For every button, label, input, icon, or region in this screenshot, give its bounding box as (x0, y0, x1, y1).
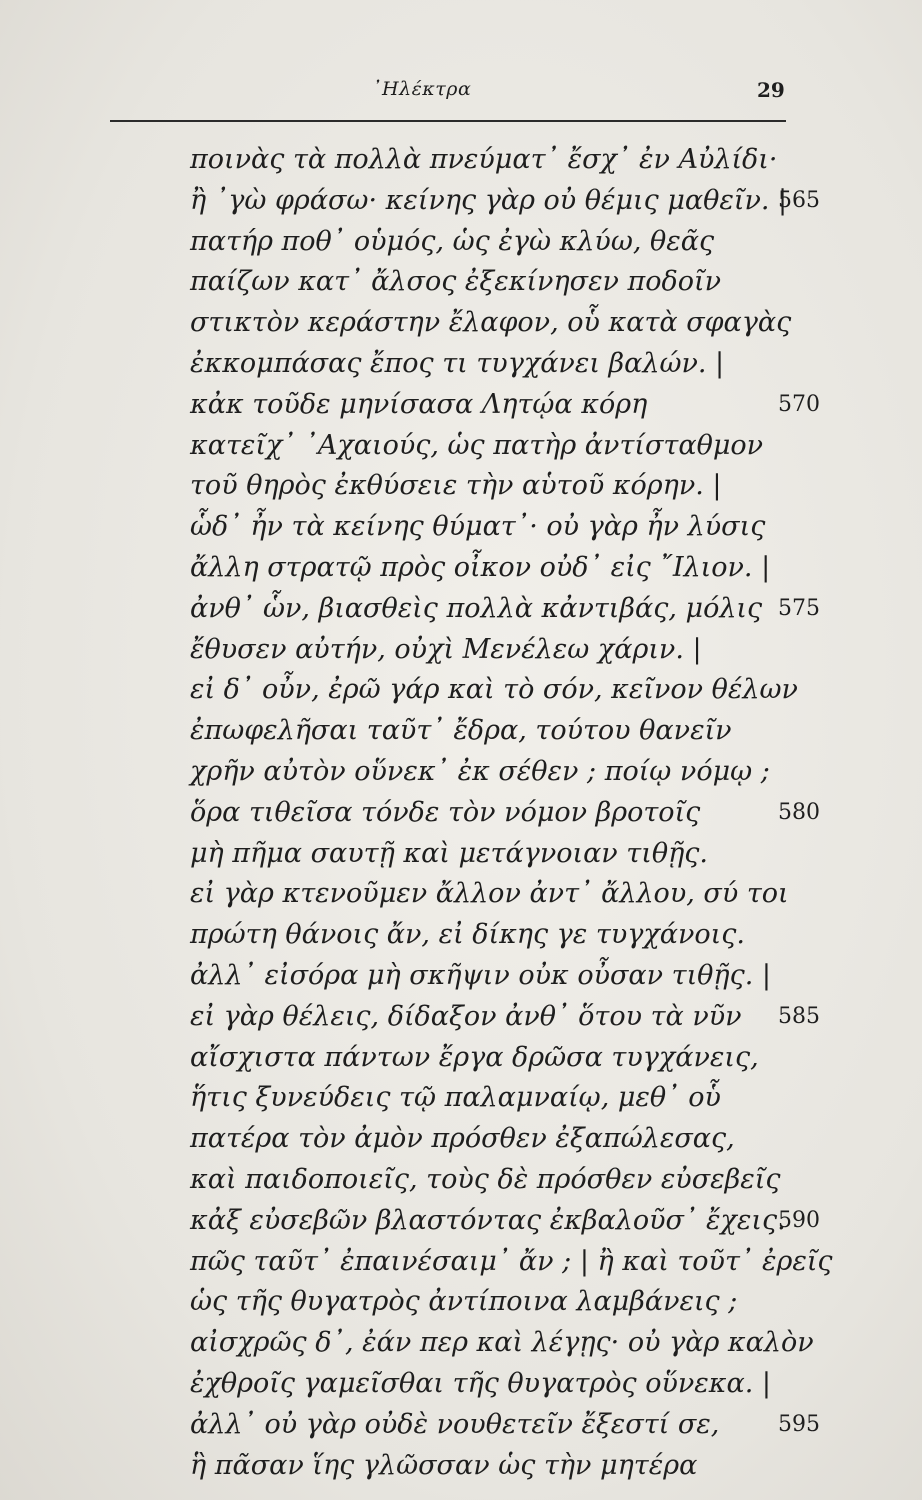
verse-line: ἐχθροῖς γαμεῖσθαι τῆς θυγατρὸς οὕνεκα. | (190, 1368, 772, 1399)
line-number (750, 874, 820, 914)
verse-line: ἀλλ᾽ οὐ γὰρ οὐδὲ νουθετεῖν ἔξεστί σε, (190, 1408, 720, 1440)
verse-line: ἄλλη στρατῷ πρὸς οἶκον οὐδ᾽ εἰς ῎Ιλιον. | (190, 552, 771, 583)
verse-line: μὴ πῆμα σαυτῇ καὶ μετάγνοιαν τιθῇς. (190, 837, 708, 869)
line-number (750, 262, 820, 302)
verse-line: ἐπωφελῆσαι ταῦτ᾽ ἔδρα, τούτου θανεῖν (190, 715, 732, 747)
line-number (750, 752, 820, 792)
verse-line: χρῆν αὐτὸν οὕνεκ᾽ ἐκ σέθεν ; ποίῳ νόμῳ ; (190, 756, 770, 787)
line-number: 580 (778, 799, 820, 825)
line-number (750, 140, 820, 180)
running-title: ᾽Ηλέκτρα (372, 78, 472, 100)
line-number: 595 (778, 1411, 820, 1437)
line-number (750, 1323, 820, 1363)
line-number (750, 1038, 820, 1078)
header-rule (110, 120, 786, 122)
verse-line: καὶ παιδοποιεῖς, τοὺς δὲ πρόσθεν εὐσεβεῖς (190, 1164, 781, 1195)
line-number (750, 1364, 820, 1404)
verse-line: πατήρ ποθ᾽ οὑμός, ὡς ἐγὼ κλύω, θεᾶς (190, 225, 715, 257)
line-number (750, 222, 820, 262)
line-number (750, 630, 820, 670)
verse-line: πρώτη θάνοις ἄν, εἰ δίκης γε τυγχάνοις. (190, 919, 745, 951)
verse-line: ἔθυσεν αὐτήν, οὐχὶ Μενέλεω χάριν. | (190, 633, 702, 665)
line-number: 585 (778, 1003, 820, 1029)
verse-line: εἰ γὰρ κτενοῦμεν ἄλλον ἀντ᾽ ἄλλου, σύ τοι (190, 878, 789, 910)
verse-line: ὧδ᾽ ἦν τὰ κείνης θύματ᾽· οὐ γὰρ ἦν λύσις (190, 511, 766, 543)
page-number: 29 (757, 78, 785, 102)
line-number (750, 466, 820, 506)
verse-line: πῶς ταῦτ᾽ ἐπαινέσαιμ᾽ ἄν ; | ἢ καὶ τοῦτ᾽ ἐρεῖς (190, 1245, 833, 1277)
verse-line: εἰ γὰρ θέλεις, δίδαξον ἀνθ᾽ ὅτου τὰ νῦν (190, 1000, 742, 1032)
verse-line: ὡς τῆς θυγατρὸς ἀντίποινα λαμβάνεις ; (190, 1286, 738, 1318)
verse-line: ἐκκομπάσας ἔπος τι τυγχάνει βαλών. | (190, 348, 725, 379)
verse-line: ἥτις ξυνεύδεις τῷ παλαμναίῳ, μεθ᾽ οὗ (190, 1082, 721, 1114)
verse-line: τοῦ θηρὸς ἐκθύσειε τὴν αὑτοῦ κόρην. | (190, 470, 722, 502)
verse-line: ὅρα τιθεῖσα τόνδε τὸν νόμον βροτοῖς (190, 796, 701, 828)
line-number: 590 (778, 1207, 820, 1233)
verse-line: αἰσχρῶς δ᾽, ἐάν περ καὶ λέγῃς· οὐ γὰρ καλὸν (190, 1327, 814, 1359)
verse-line: κἀξ εὐσεβῶν βλαστόντας ἐκβαλοῦσ᾽ ἔχεις. (190, 1204, 786, 1236)
verse-line: πατέρα τὸν ἀμὸν πρόσθεν ἐξαπώλεσας, (190, 1123, 735, 1155)
line-number (750, 1078, 820, 1118)
line-number (750, 1282, 820, 1322)
line-number (750, 548, 820, 588)
line-number (750, 711, 820, 751)
line-number: 575 (778, 595, 820, 621)
line-number (750, 956, 820, 996)
verse-line: κἀκ τοῦδε μηνίσασα Λητῴα κόρη (190, 388, 648, 420)
line-number: 570 (778, 391, 820, 417)
verse-line: παίζων κατ᾽ ἄλσος ἐξεκίνησεν ποδοῖν (190, 266, 722, 298)
verse-line: ἀνθ᾽ ὧν, βιασθεὶς πολλὰ κἀντιβάς, μόλις (190, 592, 763, 624)
line-number: 565 (778, 187, 820, 213)
line-number (750, 834, 820, 874)
line-number (750, 1160, 820, 1200)
verse-line: ἣ πᾶσαν ἵης γλῶσσαν ὡς τὴν μητέρα (190, 1449, 698, 1481)
verse-line: ἀλλ᾽ εἰσόρα μὴ σκῆψιν οὐκ οὖσαν τιθῇς. | (190, 960, 771, 991)
line-number (750, 915, 820, 955)
verse-line: στικτὸν κεράστην ἔλαφον, οὗ κατὰ σφαγὰς (190, 307, 792, 339)
verse-line: κατεῖχ᾽ ᾽Αχαιούς, ὡς πατὴρ ἀντίσταθμον (190, 429, 764, 461)
line-number (750, 303, 820, 343)
line-number (750, 426, 820, 466)
verse-line: ἢ ᾽γὼ φράσω· κείνης γὰρ οὐ θέμις μαθεῖν. | (190, 184, 788, 216)
line-number (750, 1242, 820, 1282)
verse-line: αἴσχιστα πάντων ἔργα δρῶσα τυγχάνεις, (190, 1041, 759, 1073)
line-number (750, 1446, 820, 1486)
line-number (750, 1119, 820, 1159)
line-number (750, 344, 820, 384)
verse-line: ποινὰς τὰ πολλὰ πνεύματ᾽ ἔσχ᾽ ἐν Αὐλίδι· (190, 144, 778, 175)
verse-line: εἰ δ᾽ οὖν, ἐρῶ γάρ καὶ τὸ σόν, κεῖνον θέλων (190, 674, 798, 706)
line-number (750, 507, 820, 547)
line-number (750, 670, 820, 710)
